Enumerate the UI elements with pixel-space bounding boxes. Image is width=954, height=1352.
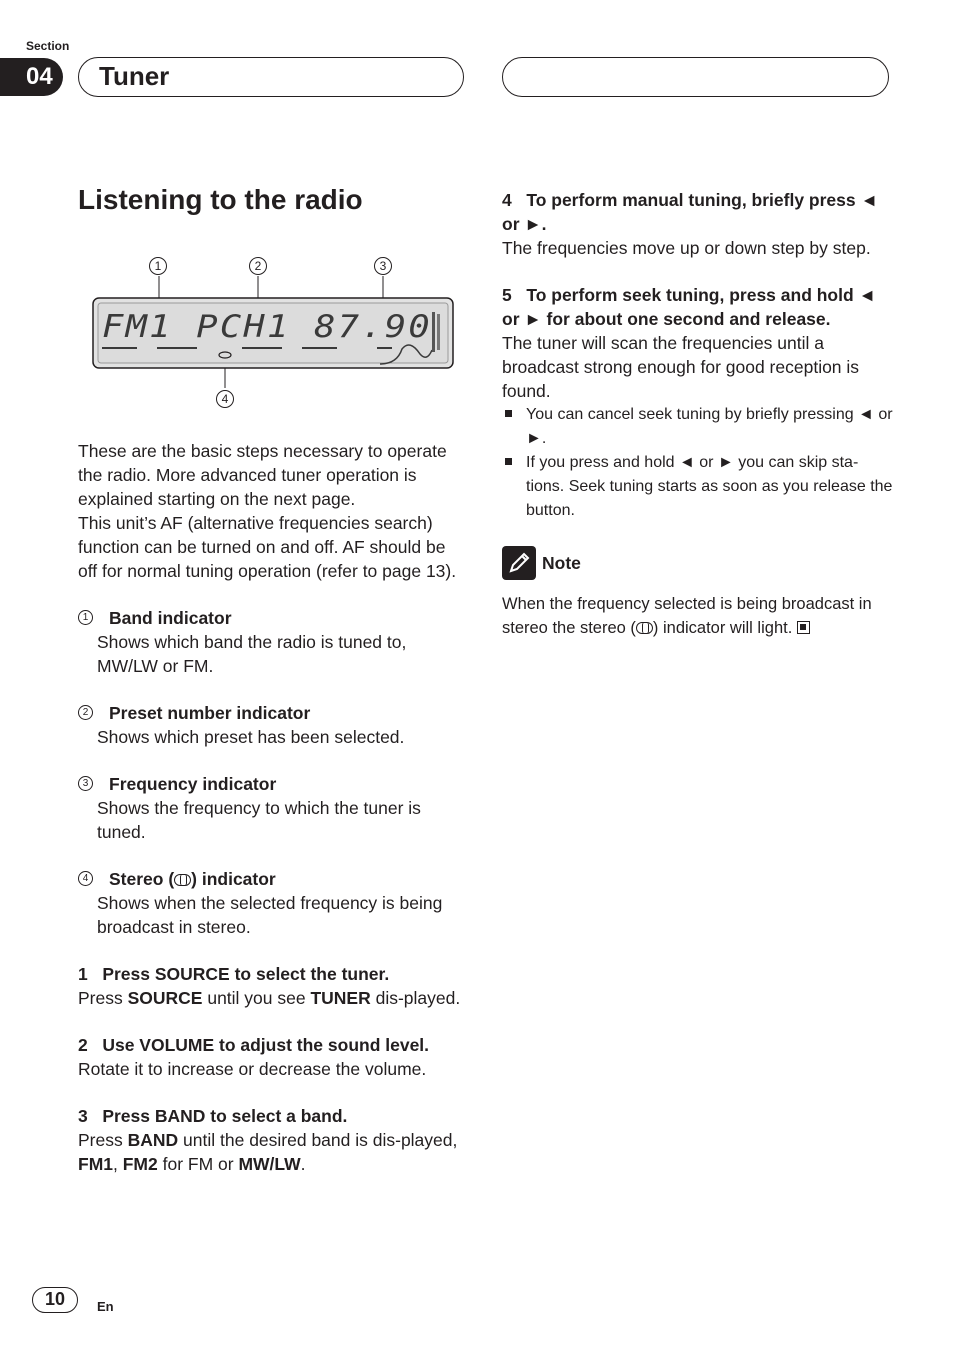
lcd-text: FM1 PCH1 87.90 xyxy=(102,309,432,345)
page-number: 10 xyxy=(32,1287,78,1313)
step-2-body: Rotate it to increase or decrease the volume. xyxy=(78,1059,427,1079)
display-illustration xyxy=(92,254,456,410)
step-2-heading: 2 Use VOLUME to adjust the sound level. xyxy=(78,1035,430,1055)
section-label: Section xyxy=(26,39,70,53)
empty-title-pill xyxy=(502,57,889,97)
bullet-item: You can cancel seek tuning by briefly pressing ◄ or ►. xyxy=(502,403,894,451)
stereo-icon xyxy=(636,622,653,634)
language-label: En xyxy=(97,1299,114,1314)
item-title: Frequency indicator xyxy=(109,774,277,794)
indicator-item xyxy=(78,867,468,939)
indicator-item xyxy=(78,772,468,844)
step-3-body: Press BAND until the desired band is dis-played, FM1, FM2 for FM or MW/LW. xyxy=(78,1130,458,1174)
note-heading xyxy=(502,546,894,580)
end-mark-icon xyxy=(797,621,810,634)
step-4-heading: 4 To perform manual tuning, briefly press ◄ or ►. xyxy=(502,190,878,234)
step-5-heading: 5 To perform seek tuning, press and hold ◄ or ► for about one second and release. xyxy=(502,285,876,329)
right-column xyxy=(502,188,894,640)
item-desc: Shows when the selected frequency is being broadcast in stereo. xyxy=(97,893,443,937)
item-desc: Shows which preset has been selected. xyxy=(97,727,405,747)
callout-1: 1 xyxy=(149,257,167,275)
bullet-square-icon xyxy=(505,410,512,417)
item-title: Stereo ( ) indicator xyxy=(109,869,276,889)
section-tab: 04 xyxy=(0,58,63,96)
item-number: 1 xyxy=(78,610,93,625)
step-4-body: The frequencies move up or down step by step. xyxy=(502,238,871,258)
note-text: When the frequency selected is being broadcast in stereo the stereo ( ) indicator will light. xyxy=(502,595,872,637)
step-1-heading: 1 Press SOURCE to select the tuner. xyxy=(78,964,390,984)
item-desc: Shows the frequency to which the tuner is tuned. xyxy=(97,798,421,842)
note-label: Note xyxy=(542,553,581,573)
step-3-heading: 3 Press BAND to select a band. xyxy=(78,1106,348,1126)
item-title: Band indicator xyxy=(109,608,232,628)
stereo-icon xyxy=(174,874,191,886)
item-number: 2 xyxy=(78,705,93,720)
indicator-item xyxy=(78,606,468,678)
bullet-square-icon xyxy=(505,458,512,465)
lcd-panel xyxy=(92,254,456,410)
page-title: Listening to the radio xyxy=(78,184,363,215)
intro-paragraph-2: This unit’s AF (alternative frequencies search) function can be turned on and off. AF should be off for normal tuning operation (refer to page 13). xyxy=(78,513,457,581)
intro-paragraph-1: These are the basic steps necessary to operate the radio. More advanced tuner operation is explained starting on the next page. xyxy=(78,441,447,509)
item-desc: Shows which band the radio is tuned to, MW/LW or FM. xyxy=(97,632,407,676)
indicator-item xyxy=(78,701,468,749)
chapter-title-pill xyxy=(78,57,464,97)
left-column xyxy=(78,439,468,1176)
item-number: 3 xyxy=(78,776,93,791)
pencil-icon xyxy=(502,546,536,580)
callout-3: 3 xyxy=(374,257,392,275)
step-1-body: Press SOURCE until you see TUNER dis-played. xyxy=(78,988,461,1008)
bullet-item: If you press and hold ◄ or ► you can skip sta-tions. Seek tuning starts as soon as you release the button. xyxy=(502,451,894,523)
callout-2: 2 xyxy=(249,257,267,275)
chapter-title: Tuner xyxy=(99,61,170,91)
callout-4: 4 xyxy=(216,390,234,408)
item-title: Preset number indicator xyxy=(109,703,311,723)
item-number: 4 xyxy=(78,871,93,886)
step-5-body: The tuner will scan the frequencies until a broadcast strong enough for good reception is found. xyxy=(502,333,860,401)
